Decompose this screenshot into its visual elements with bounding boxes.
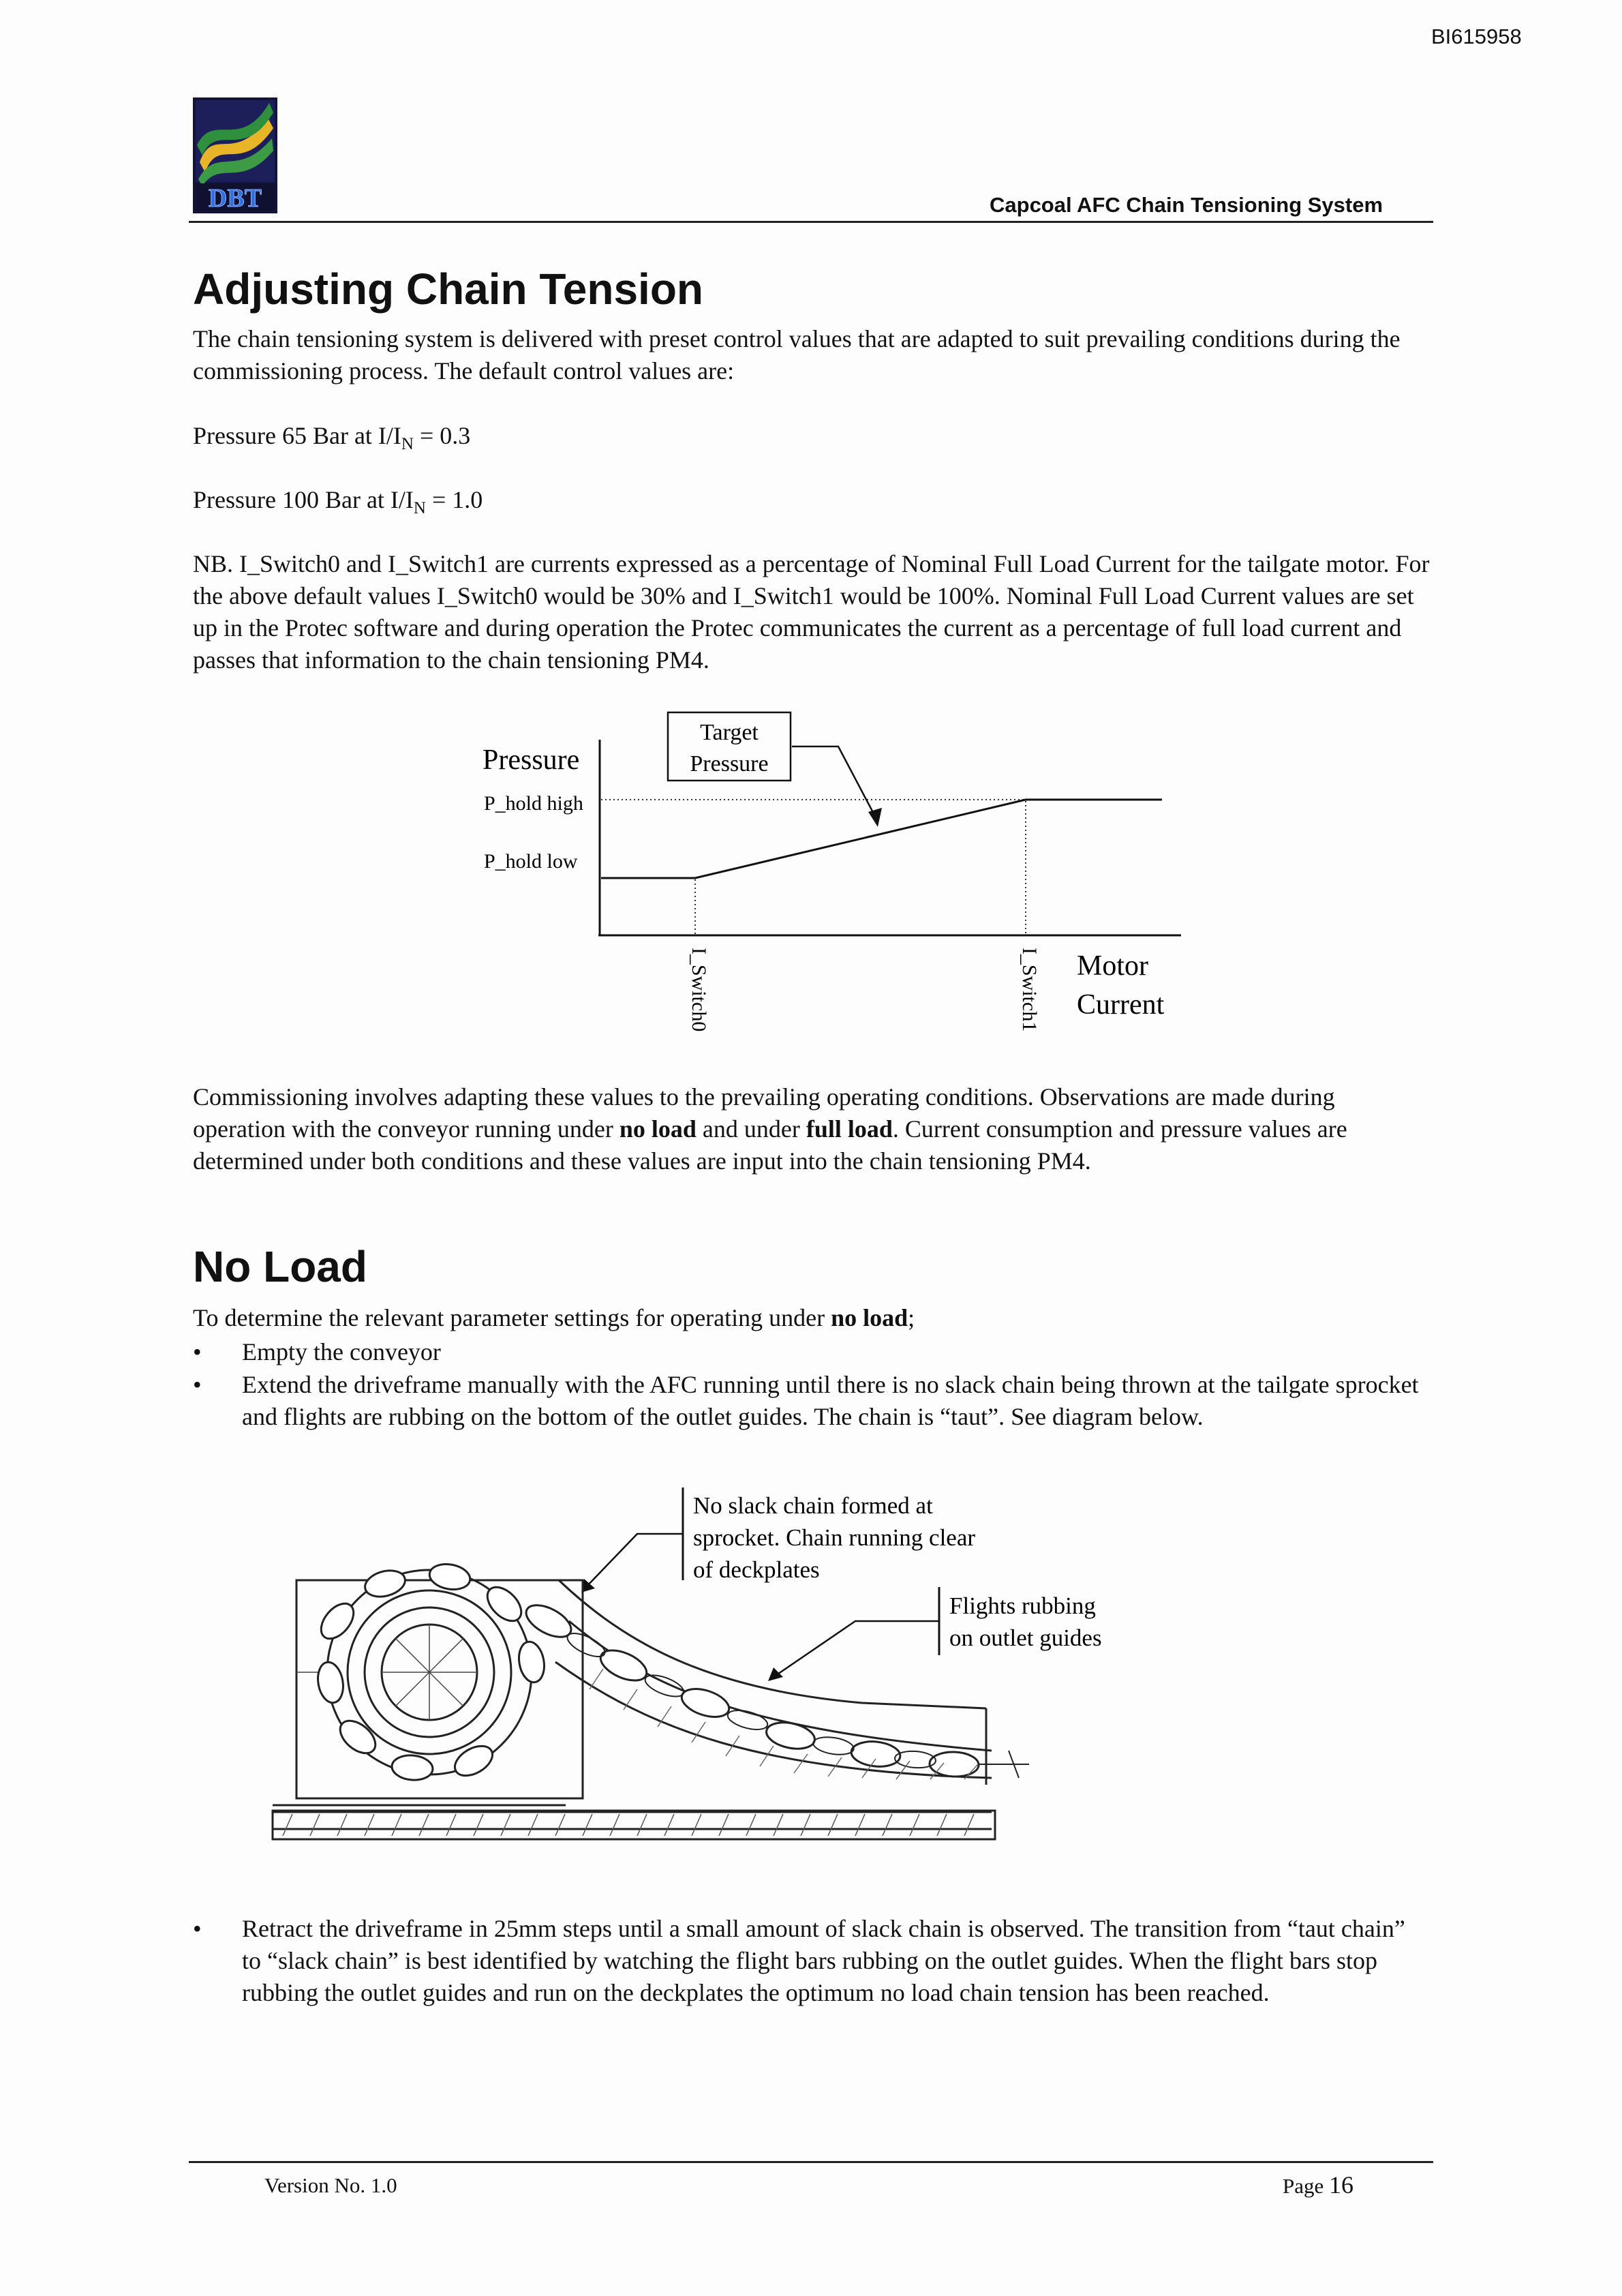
pressure-default-1: Pressure 65 Bar at $I/I_N = 0.3$ [193, 422, 471, 453]
header-title: Capcoal AFC Chain Tensioning System [990, 193, 1383, 217]
callout2-line2: on outlet guides [949, 1625, 1102, 1651]
chain-sprocket-diagram [269, 1485, 1155, 1867]
version-label: Version No. 1.0 [264, 2173, 397, 2197]
footer-divider [189, 2161, 1433, 2163]
bullet-symbol: • [193, 1915, 202, 1942]
no-load-emphasis: no load [619, 1115, 697, 1143]
callout1-line2: sprocket. Chain running clear [693, 1524, 976, 1551]
bullet-symbol: • [193, 1338, 202, 1365]
full-load-emphasis: full load [806, 1115, 893, 1143]
bullet-empty-conveyor: • Empty the conveyor [242, 1336, 1428, 1368]
no-load-intro: To determine the relevant parameter settings for operating under no load; [193, 1304, 915, 1331]
target-pressure-label-1: Target [700, 720, 759, 745]
x-tick-i-switch0: I_Switch0 [688, 948, 710, 1032]
bullet-retract-driveframe: • Retract the driveframe in 25mm steps until a small amount of slack chain is observed. The transition from “taut chain” to “slack chain” is best identified by watching the flight bars rubbing on the outlet guides. When the flight bars stop rubbing the outlet guides and run on the deckplates the optimum no load chain tension has been reached. [242, 1913, 1428, 2009]
section-heading-no-load: No Load [193, 1242, 367, 1291]
x-tick-i-switch1: I_Switch1 [1018, 948, 1041, 1032]
callout1-line1: No slack chain formed at [693, 1492, 933, 1519]
y-tick-p-hold-low: P_hold low [484, 850, 578, 873]
section-heading-adjusting: Adjusting Chain Tension [193, 265, 703, 314]
callout1-line3: of deckplates [693, 1556, 820, 1583]
target-pressure-arrowhead [868, 808, 882, 827]
logo-text: DBT [208, 184, 262, 213]
y-tick-p-hold-high: P_hold high [484, 792, 583, 815]
note-paragraph: NB. I_Switch0 and I_Switch1 are currents expressed as a percentage of Nominal Full Load Current for the tailgate motor. For the above default values I_Switch0 would be 30% and I_Switch1 would be 100%. Nominal Full Load Current values are set up in the Protec software and during operation the Protec communicates the current as a percentage of full load current and passes that information to the chain tensioning PM4. [193, 550, 1430, 674]
bullet-symbol: • [193, 1371, 202, 1398]
target-pressure-arrow [792, 746, 878, 821]
callout1-arrow [586, 1534, 683, 1587]
page-number: Page 16 [1283, 2171, 1354, 2199]
x-axis-label-line1: Motor [1077, 950, 1148, 982]
pressure-current-chart [470, 706, 1220, 1046]
dbt-logo [193, 97, 277, 213]
callout2-line1: Flights rubbing [949, 1592, 1096, 1619]
header-divider [189, 221, 1433, 223]
x-axis-label-line2: Current [1077, 989, 1165, 1021]
document-id: BI615958 [1431, 25, 1522, 48]
pressure-curve [601, 800, 1162, 878]
commissioning-paragraph: Commissioning involves adapting these values to the prevailing operating conditions. Observations are made during operation with the conveyor running under no load and under full load. Current consumption and pressure values are determined under both conditions and these values are input into the chain tensioning PM4. [193, 1083, 1347, 1175]
target-pressure-label-2: Pressure [690, 751, 769, 776]
bullet-extend-driveframe: • Extend the driveframe manually with the AFC running until there is no slack chain being thrown at the tailgate sprocket and flights are rubbing on the bottom of the outlet guides. The chain is “taut”. See diagram below. [242, 1369, 1428, 1433]
pressure-default-2: Pressure 100 Bar at $I/I_N = 1.0$ [193, 486, 483, 517]
y-axis-label: Pressure [483, 744, 580, 776]
callout2-arrow [774, 1621, 939, 1677]
intro-paragraph: The chain tensioning system is delivered with preset control values that are adapted to suit prevailing conditions during the commissioning process. The default control values are: [193, 325, 1401, 384]
